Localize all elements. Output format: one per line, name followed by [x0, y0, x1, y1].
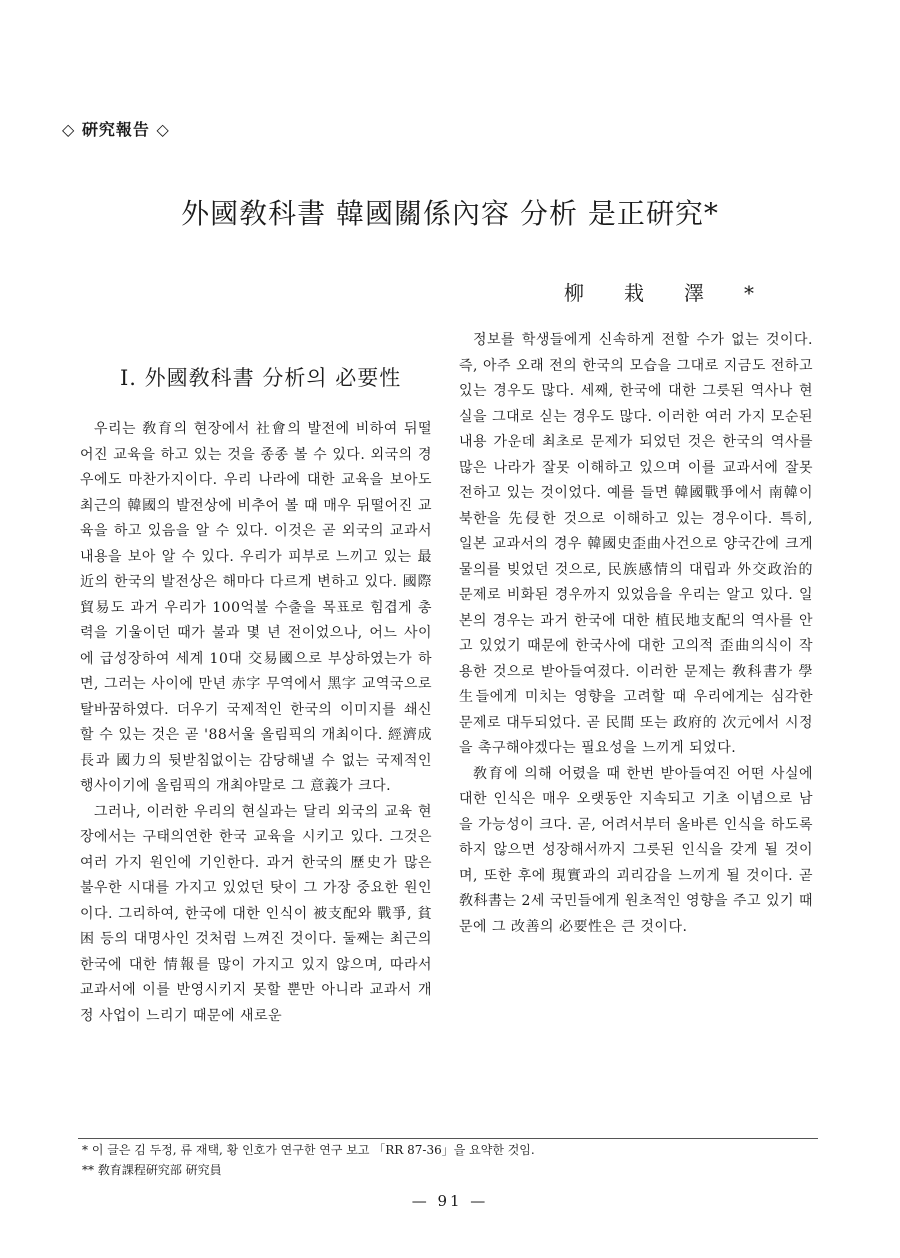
- paragraph: 敎育에 의해 어렸을 때 한번 받아들여진 어떤 사실에 대한 인식은 매우 오랫동안 지속되고 기초 이념으로 남을 가능성이 크다. 곧, 어려서부터 올바른 인식을 하도록 하지 않으면 성장해서까지 그릇된 인식을 갖게 될 것이며, 또한 후에 現實과의 괴리감을 느끼게 될 것이다. 곧 敎科書는 2세 국민들에게 원초적인 영향을 주고 있기 때문에 그 改善의 必要性은 큰 것이다.: [459, 765, 814, 935]
- left-column: [80, 417, 432, 1029]
- series-label: ◇ 硏究報告 ◇: [62, 120, 170, 139]
- footnote-divider: [78, 1138, 818, 1139]
- paragraph: 우리는 敎育의 현장에서 社會의 발전에 비하여 뒤떨어진 교육을 하고 있는 것을 종종 볼 수 있다. 외국의 경우에도 마찬가지이다. 우리 나라에 대한 교육을 보아도 최근의 韓國의 발전상에 비추어 볼 때 매우 뒤떨어진 교육을 하고 있음을 알 수 있다. 이것은 곧 외국의 교과서 내용을 보아 알 수 있다. 우리가 피부로 느끼고 있는 最近의 한국의 발전상은 해마다 다르게 변하고 있다. 國際貿易도 과거 우리가 100억불 수출을 목표로 힘겹게 총력을 기울이던 때가 불과 몇 년 전이었으나, 어느 사이에 급성장하여 세계 10대 交易國으로 부상하였는가 하면, 그러는 사이에 만년 赤字 무역에서 黑字 교역국으로 탈바꿈하였다. 더우기 국제적인 한국의 이미지를 쇄신할 수 있는 것은 곧 '88서울 올림픽의 개최이다. 經濟成長과 國力의 뒷받침없이는 감당해낼 수 없는 국제적인 행사이기에 올림픽의 개최야말로 그 意義가 크다.: [80, 421, 432, 794]
- section-heading: Ⅰ. 外國敎科書 分析의 必要性: [120, 366, 402, 390]
- author-name: 柳栽澤*: [564, 281, 794, 305]
- footnote: * 이 글은 김 두정, 류 재택, 황 인호가 연구한 연구 보고 「RR 87-36」을 요약한 것임.: [82, 1143, 535, 1157]
- footnote: ** 敎育課程硏究部 硏究員: [82, 1163, 222, 1177]
- footnotes: [82, 1140, 822, 1180]
- article-title: 外國敎科書 韓國關係內容 分析 是正硏究*: [181, 197, 719, 230]
- paragraph: 정보를 학생들에게 신속하게 전할 수가 없는 것이다. 즉, 아주 오래 전의 한국의 모습을 그대로 지금도 전하고 있는 경우도 많다. 세째, 한국에 대한 그릇된 역사나 현실을 그대로 싣는 경우도 많다. 이러한 여러 가지 모순된 내용 가운데 최초로 문제가 되었던 것은 한국의 역사를 많은 나라가 잘못 이해하고 있으며 이를 교과서에 잘못 전하고 있는 것이었다. 예를 들면 韓國戰爭에서 南韓이 북한을 先侵한 것으로 이해하고 있는 경우이다. 특히, 일본 교과서의 경우 韓國史歪曲사건으로 양국간에 크게 물의를 빚었던 것으로, 民族感情의 대립과 外交政治的 문제로 비화된 경우까지 있었음을 우리는 알고 있다. 일본의 경우는 과거 한국에 대한 植民地支配의 역사를 안고 있었기 때문에 한국사에 대한 고의적 歪曲의식이 작용한 것으로 받아들여졌다. 이러한 문제는 敎科書가 學生들에게 미치는 영향을 고려할 때 우리에게는 심각한 문제로 대두되었다. 곧 民間 또는 政府的 次元에서 시정을 촉구해야겠다는 필요성을 느끼게 되었다.: [459, 332, 813, 756]
- paragraph: 그러나, 이러한 우리의 현실과는 달리 외국의 교육 현장에서는 구태의연한 한국 교육을 시키고 있다. 그것은 여러 가지 원인에 기인한다. 과거 한국의 歷史가 많은 불우한 시대를 가지고 있었던 탓이 그 가장 중요한 원인이다. 그리하여, 한국에 대한 인식이 被支配와 戰爭, 貧困 등의 대명사인 것처럼 느껴진 것이다. 둘째는 최근의 한국에 대한 情報를 많이 가지고 있지 않으며, 따라서 교과서에 이를 반영시키지 못할 뿐만 아니라 교과서 개정 사업이 느리기 때문에 새로운: [80, 803, 432, 1024]
- page-number: — 91 —: [411, 1192, 489, 1210]
- right-column: [459, 328, 813, 940]
